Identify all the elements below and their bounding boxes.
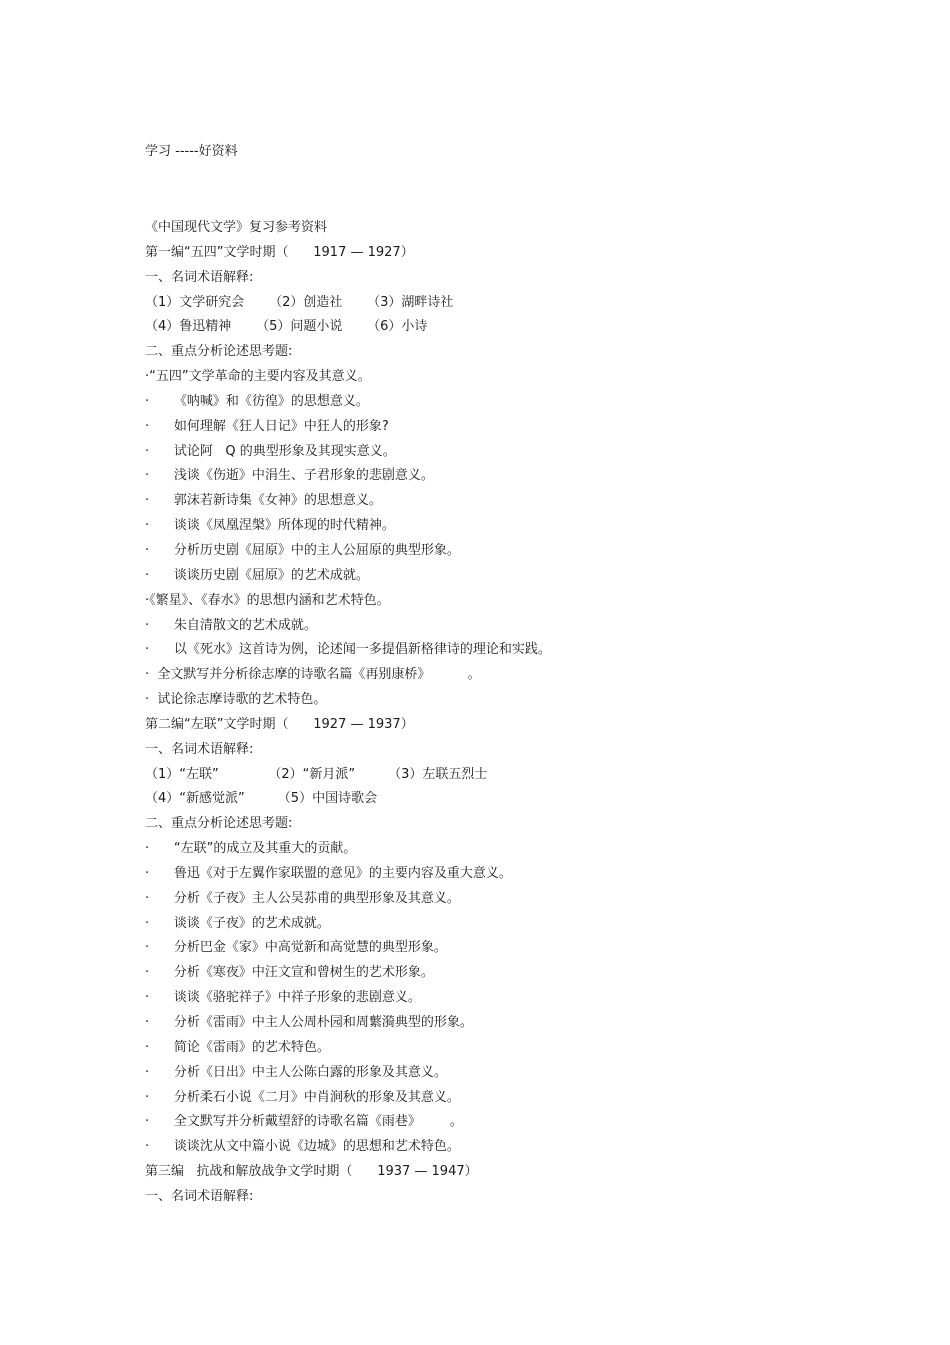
list-item: · 分析《雷雨》中主人公周朴园和周蘩漪典型的形象。 xyxy=(145,1015,473,1030)
list-item: · 谈谈沈从文中篇小说《边城》的思想和艺术特色。 xyxy=(145,1139,460,1155)
subsection-heading: 一、名词术语解释: xyxy=(145,269,254,285)
term-list-line: （1）“左联” （2）“新月派” （3）左联五烈士 xyxy=(145,766,488,782)
list-item: · 浅谈《伤逝》中涓生、子君形象的悲剧意义。 xyxy=(145,468,434,484)
list-item: ·《繁星》、《春水》的思想内涵和艺术特色。 xyxy=(145,592,390,608)
list-item: · 以《死水》这首诗为例，论述闻一多提倡新格律诗的理论和实践。 xyxy=(145,642,551,658)
list-item: ·“五四”文学革命的主要内容及其意义。 xyxy=(145,369,371,385)
list-item: · 《呐喊》和《彷徨》的思想意义。 xyxy=(145,393,369,409)
list-item: · “左联”的成立及其重大的贡献。 xyxy=(145,841,357,857)
list-item: · 谈谈历史剧《屈原》的艺术成就。 xyxy=(145,567,369,583)
list-item: · 分析柔石小说《二月》中肖涧秋的形象及其意义。 xyxy=(145,1089,460,1105)
list-item: · 谈谈《骆驼祥子》中祥子形象的悲剧意义。 xyxy=(145,990,421,1006)
list-item: · 全文默写并分析徐志摩的诗歌名篇《再别康桥》 。 xyxy=(145,667,481,683)
term-list-line: （4）“新感觉派” （5）中国诗歌会 xyxy=(145,791,378,807)
section-heading: 第二编“左联”文学时期（ 1927 — 1937） xyxy=(145,716,414,732)
list-item: · 分析《日出》中主人公陈白露的形象及其意义。 xyxy=(145,1064,447,1080)
subsection-heading: 一、名词术语解释: xyxy=(145,741,254,757)
list-item: · 试论徐志摩诗歌的艺术特色。 xyxy=(145,692,327,708)
subsection-heading: 一、名词术语解释: xyxy=(145,1188,254,1204)
list-item: · 谈谈《子夜》的艺术成就。 xyxy=(145,915,330,931)
term-list-line: （1）文学研究会 （2）创造社 （3）湖畔诗社 xyxy=(145,294,454,310)
section-heading: 第三编 抗战和解放战争文学时期（ 1937 — 1947） xyxy=(145,1164,478,1180)
list-item: · 谈谈《凤凰涅槃》所体现的时代精神。 xyxy=(145,518,395,534)
list-item: · 分析巴金《家》中高觉新和高觉慧的典型形象。 xyxy=(145,940,447,956)
list-item: · 鲁迅《对于左翼作家联盟的意见》的主要内容及重大意义。 xyxy=(145,865,512,881)
list-item: · 分析《子夜》主人公吴荪甫的典型形象及其意义。 xyxy=(145,890,460,906)
list-item: · 朱自清散文的艺术成就。 xyxy=(145,617,317,633)
document-title: 《中国现代文学》复习参考资料 xyxy=(145,220,328,235)
list-item: · 分析历史剧《屈原》中的主人公屈原的典型形象。 xyxy=(145,542,460,558)
list-item: · 分析《寒夜》中汪文宣和曾树生的艺术形象。 xyxy=(145,965,434,981)
subsection-heading: 二、重点分析论述思考题: xyxy=(145,344,293,360)
subsection-heading: 二、重点分析论述思考题: xyxy=(145,816,293,832)
term-list-line: （4）鲁迅精神 （5）问题小说 （6）小诗 xyxy=(145,319,428,335)
list-item: · 如何理解《狂人日记》中狂人的形象? xyxy=(145,418,389,434)
list-item: · 全文默写并分析戴望舒的诗歌名篇《雨巷》 。 xyxy=(145,1114,463,1130)
section-heading: 第一编“五四”文学时期（ 1917 — 1927） xyxy=(145,244,414,260)
document-body xyxy=(145,216,905,1210)
list-item: · 郭沫若新诗集《女神》的思想意义。 xyxy=(145,493,382,509)
list-item: · 试论阿 Q 的典型形象及其现实意义。 xyxy=(145,443,396,459)
list-item: · 简论《雷雨》的艺术特色。 xyxy=(145,1039,330,1055)
page-header: 学习 -----好资料 xyxy=(145,144,238,159)
